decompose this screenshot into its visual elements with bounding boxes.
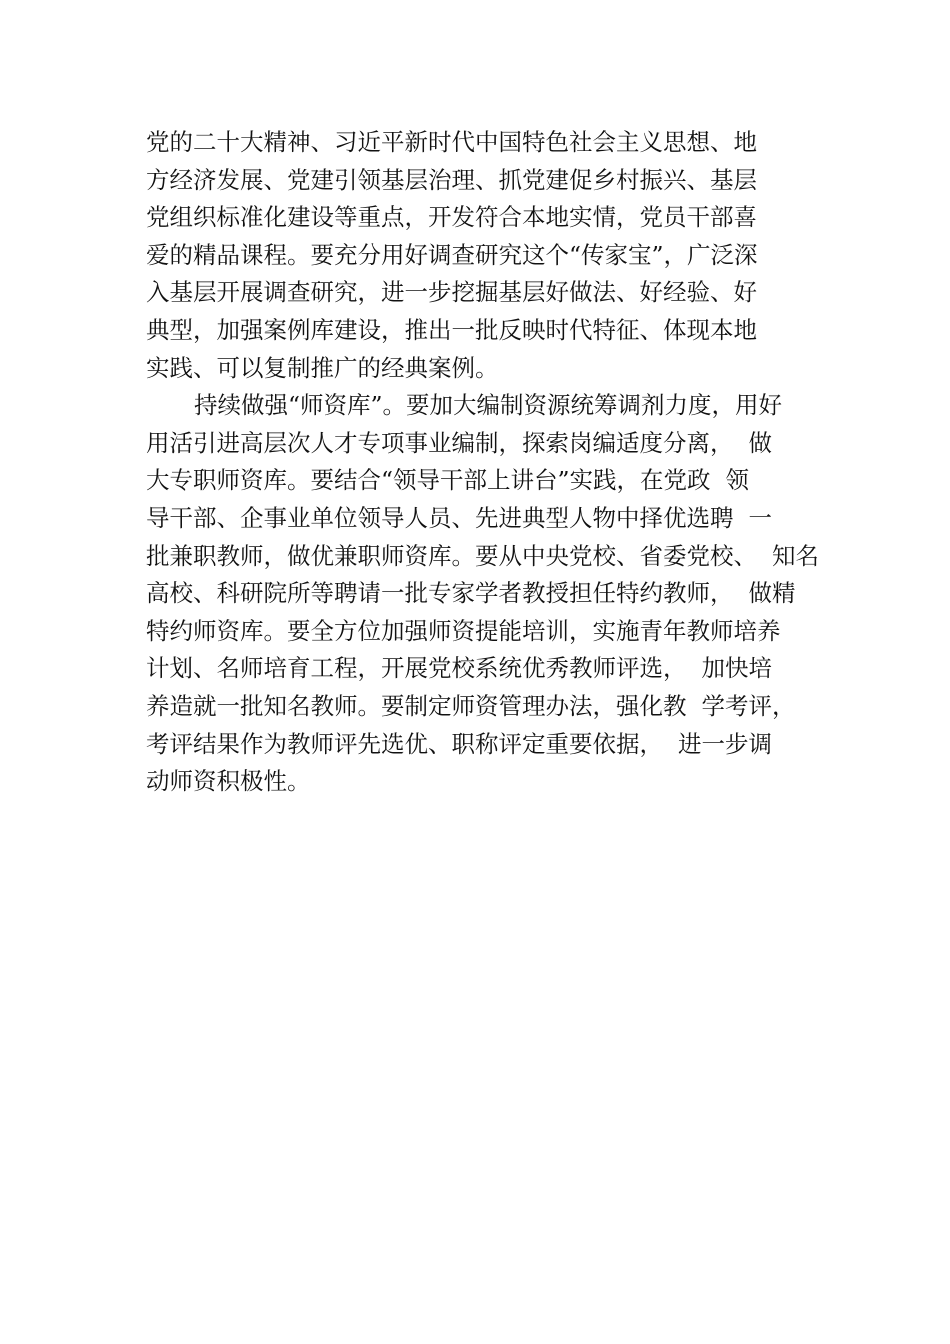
paragraph-line: 养造就一批知名教师。要制定师资管理办法，强化教 学考评，	[146, 691, 796, 720]
body-text	[146, 124, 836, 801]
paragraph-line: 党的二十大精神、习近平新时代中国特色社会主义思想、地	[146, 128, 757, 156]
paragraph-line: 方经济发展、党建引领基层治理、抓党建促乡村振兴、基层	[146, 165, 757, 194]
paragraph-line: 高校、科研院所等聘请一批专家学者教授担任特约教师， 做精	[146, 579, 796, 608]
paragraph-line: 典型，加强案例库建设，推出一批反映时代特征、体现本地	[146, 315, 757, 344]
paragraph-line: 动师资积极性。	[146, 767, 311, 796]
paragraph-1	[146, 124, 836, 387]
paragraph-line: 考评结果作为教师评先选优、职称评定重要依据， 进一步调	[146, 729, 772, 758]
paragraph-line: 大专职师资库。要结合“领导干部上讲台”实践，在党政 领	[146, 466, 749, 495]
paragraph-line: 实践、可以复制推广的经典案例。	[146, 353, 499, 382]
paragraph-line: 持续做强“师资库”。要加大编制资源统筹调剂力度，用好	[194, 391, 783, 420]
paragraph-line: 批兼职教师，做优兼职师资库。要从中央党校、省委党校、 知名	[146, 541, 819, 570]
paragraph-line: 用活引进高层次人才专项事业编制，探索岗编适度分离， 做	[146, 428, 772, 457]
paragraph-line: 党组织标准化建设等重点，开发符合本地实情，党员干部喜	[146, 203, 757, 232]
paragraph-line: 导干部、企事业单位领导人员、先进典型人物中择优选聘 一	[146, 503, 772, 532]
paragraph-line: 计划、名师培育工程，开展党校系统优秀教师评选， 加快培	[146, 654, 772, 683]
paragraph-line: 特约师资库。要全方位加强师资提能培训，实施青年教师培养	[146, 616, 781, 645]
paragraph-line: 爱的精品课程。要充分用好调查研究这个“传家宝”，广泛深	[146, 240, 758, 269]
paragraph-line: 入基层开展调查研究，进一步挖掘基层好做法、好经验、好	[146, 278, 757, 307]
paragraph-2	[146, 387, 836, 801]
